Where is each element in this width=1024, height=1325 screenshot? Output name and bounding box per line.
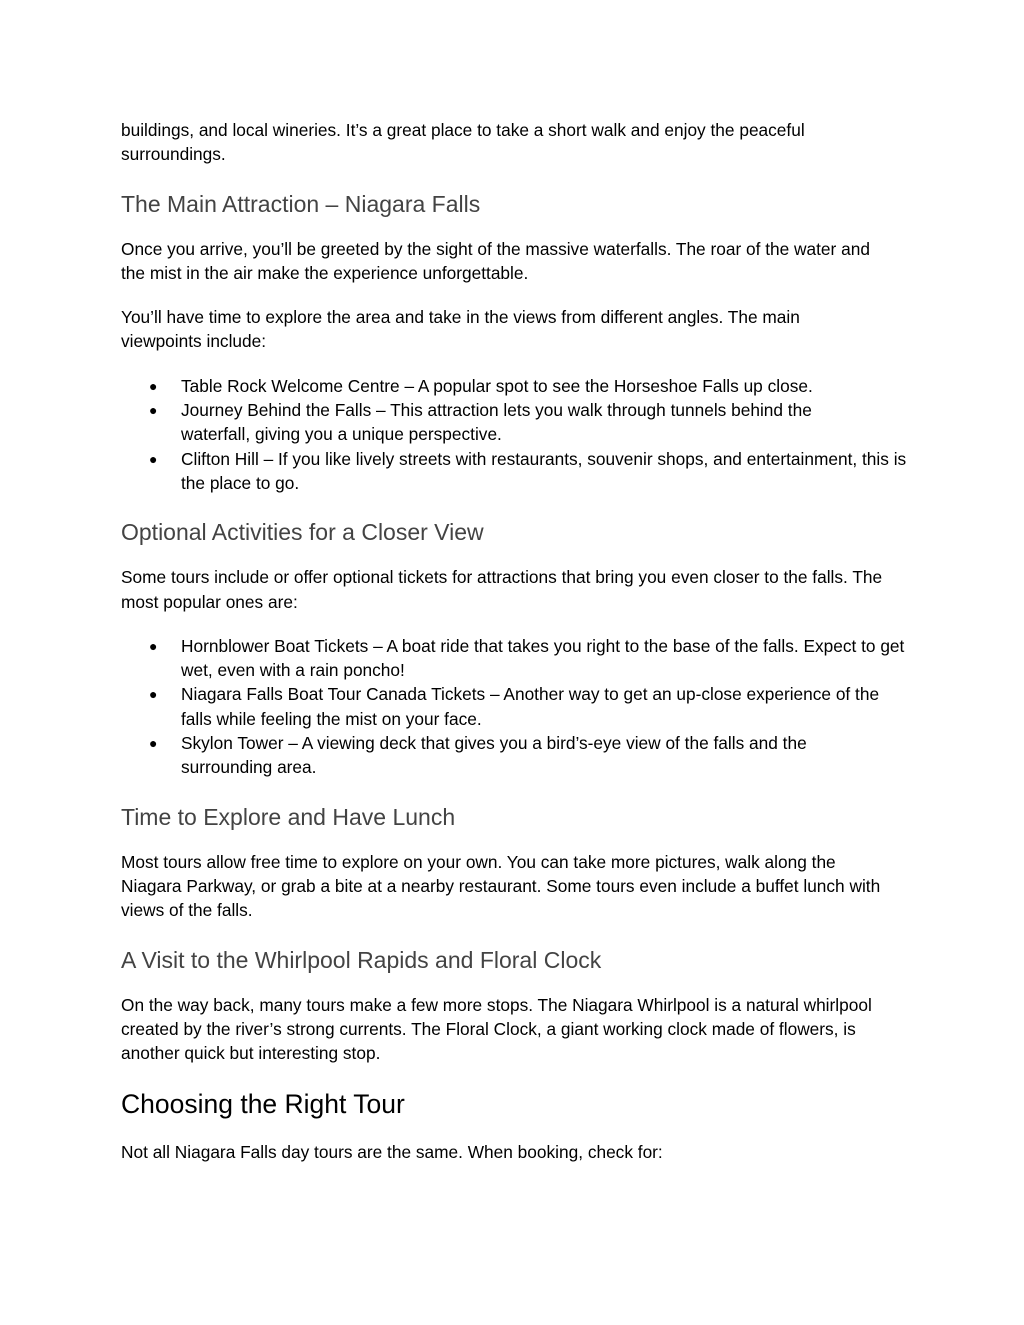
intro-continuation-paragraph: buildings, and local wineries. It’s a great place to take a short walk and enjoy the peaceful surroundings. bbox=[121, 120, 805, 165]
choosing-tour-heading: Choosing the Right Tour bbox=[121, 1089, 405, 1120]
bullet-icon: ● bbox=[149, 377, 158, 394]
document-page bbox=[121, 118, 911, 1165]
list-item bbox=[121, 374, 911, 398]
bullet-icon: ● bbox=[149, 450, 158, 467]
viewpoints-list bbox=[121, 374, 911, 495]
whirlpool-heading: A Visit to the Whirlpool Rapids and Floral Clock bbox=[121, 946, 602, 973]
list-item bbox=[121, 682, 911, 731]
bullet-icon: ● bbox=[149, 686, 158, 703]
main-attraction-paragraph-1: Once you arrive, you’ll be greeted by the sight of the massive waterfalls. The roar of the water and the mist in the air make the experience unforgettable. bbox=[121, 238, 870, 283]
bullet-icon: ● bbox=[149, 735, 158, 752]
list-item-text: Table Rock Welcome Centre – A popular spot to see the Horseshoe Falls up close. bbox=[181, 375, 813, 396]
optional-activities-paragraph: Some tours include or offer optional tickets for attractions that bring you even closer to the falls. The most popular ones are: bbox=[121, 567, 883, 612]
main-attraction-heading: The Main Attraction – Niagara Falls bbox=[121, 190, 481, 217]
list-item-text: Niagara Falls Boat Tour Canada Tickets – Another way to get an up-close experience of the falls while feeling the mist on your face. bbox=[181, 684, 880, 729]
choosing-tour-paragraph: Not all Niagara Falls day tours are the same. When booking, check for: bbox=[121, 1142, 663, 1163]
bullet-icon: ● bbox=[149, 402, 158, 419]
lunch-heading: Time to Explore and Have Lunch bbox=[121, 803, 456, 830]
list-item bbox=[121, 731, 871, 780]
lunch-paragraph: Most tours allow free time to explore on your own. You can take more pictures, walk along the Niagara Parkway, or grab a bite at a nearby restaurant. Some tours even include a buffet lunch with views of the falls. bbox=[121, 851, 881, 921]
list-item-text: Clifton Hill – If you like lively streets with restaurants, souvenir shops, and entertainment, this is the place to go. bbox=[181, 448, 907, 493]
list-item bbox=[121, 634, 911, 683]
list-item-text: Skylon Tower – A viewing deck that gives you a bird’s-eye view of the falls and the surrounding area. bbox=[181, 733, 807, 778]
list-item-text: Journey Behind the Falls – This attraction lets you walk through tunnels behind the waterfall, giving you a unique perspective. bbox=[181, 400, 812, 445]
main-attraction-paragraph-2: You’ll have time to explore the area and take in the views from different angles. The main viewpoints include: bbox=[121, 307, 800, 352]
list-item-text: Hornblower Boat Tickets – A boat ride that takes you right to the base of the falls. Expect to get wet, even with a rain poncho! bbox=[181, 635, 905, 681]
optional-activities-heading: Optional Activities for a Closer View bbox=[121, 519, 484, 546]
list-item bbox=[121, 398, 871, 447]
optional-activities-list bbox=[121, 634, 911, 780]
whirlpool-paragraph: On the way back, many tours make a few more stops. The Niagara Whirlpool is a natural whirlpool created by the river’s strong currents. The Floral Clock, a giant working clock made of flowers, is another quick but interesting stop. bbox=[121, 994, 872, 1064]
list-item bbox=[121, 447, 911, 496]
bullet-icon: ● bbox=[149, 637, 158, 654]
